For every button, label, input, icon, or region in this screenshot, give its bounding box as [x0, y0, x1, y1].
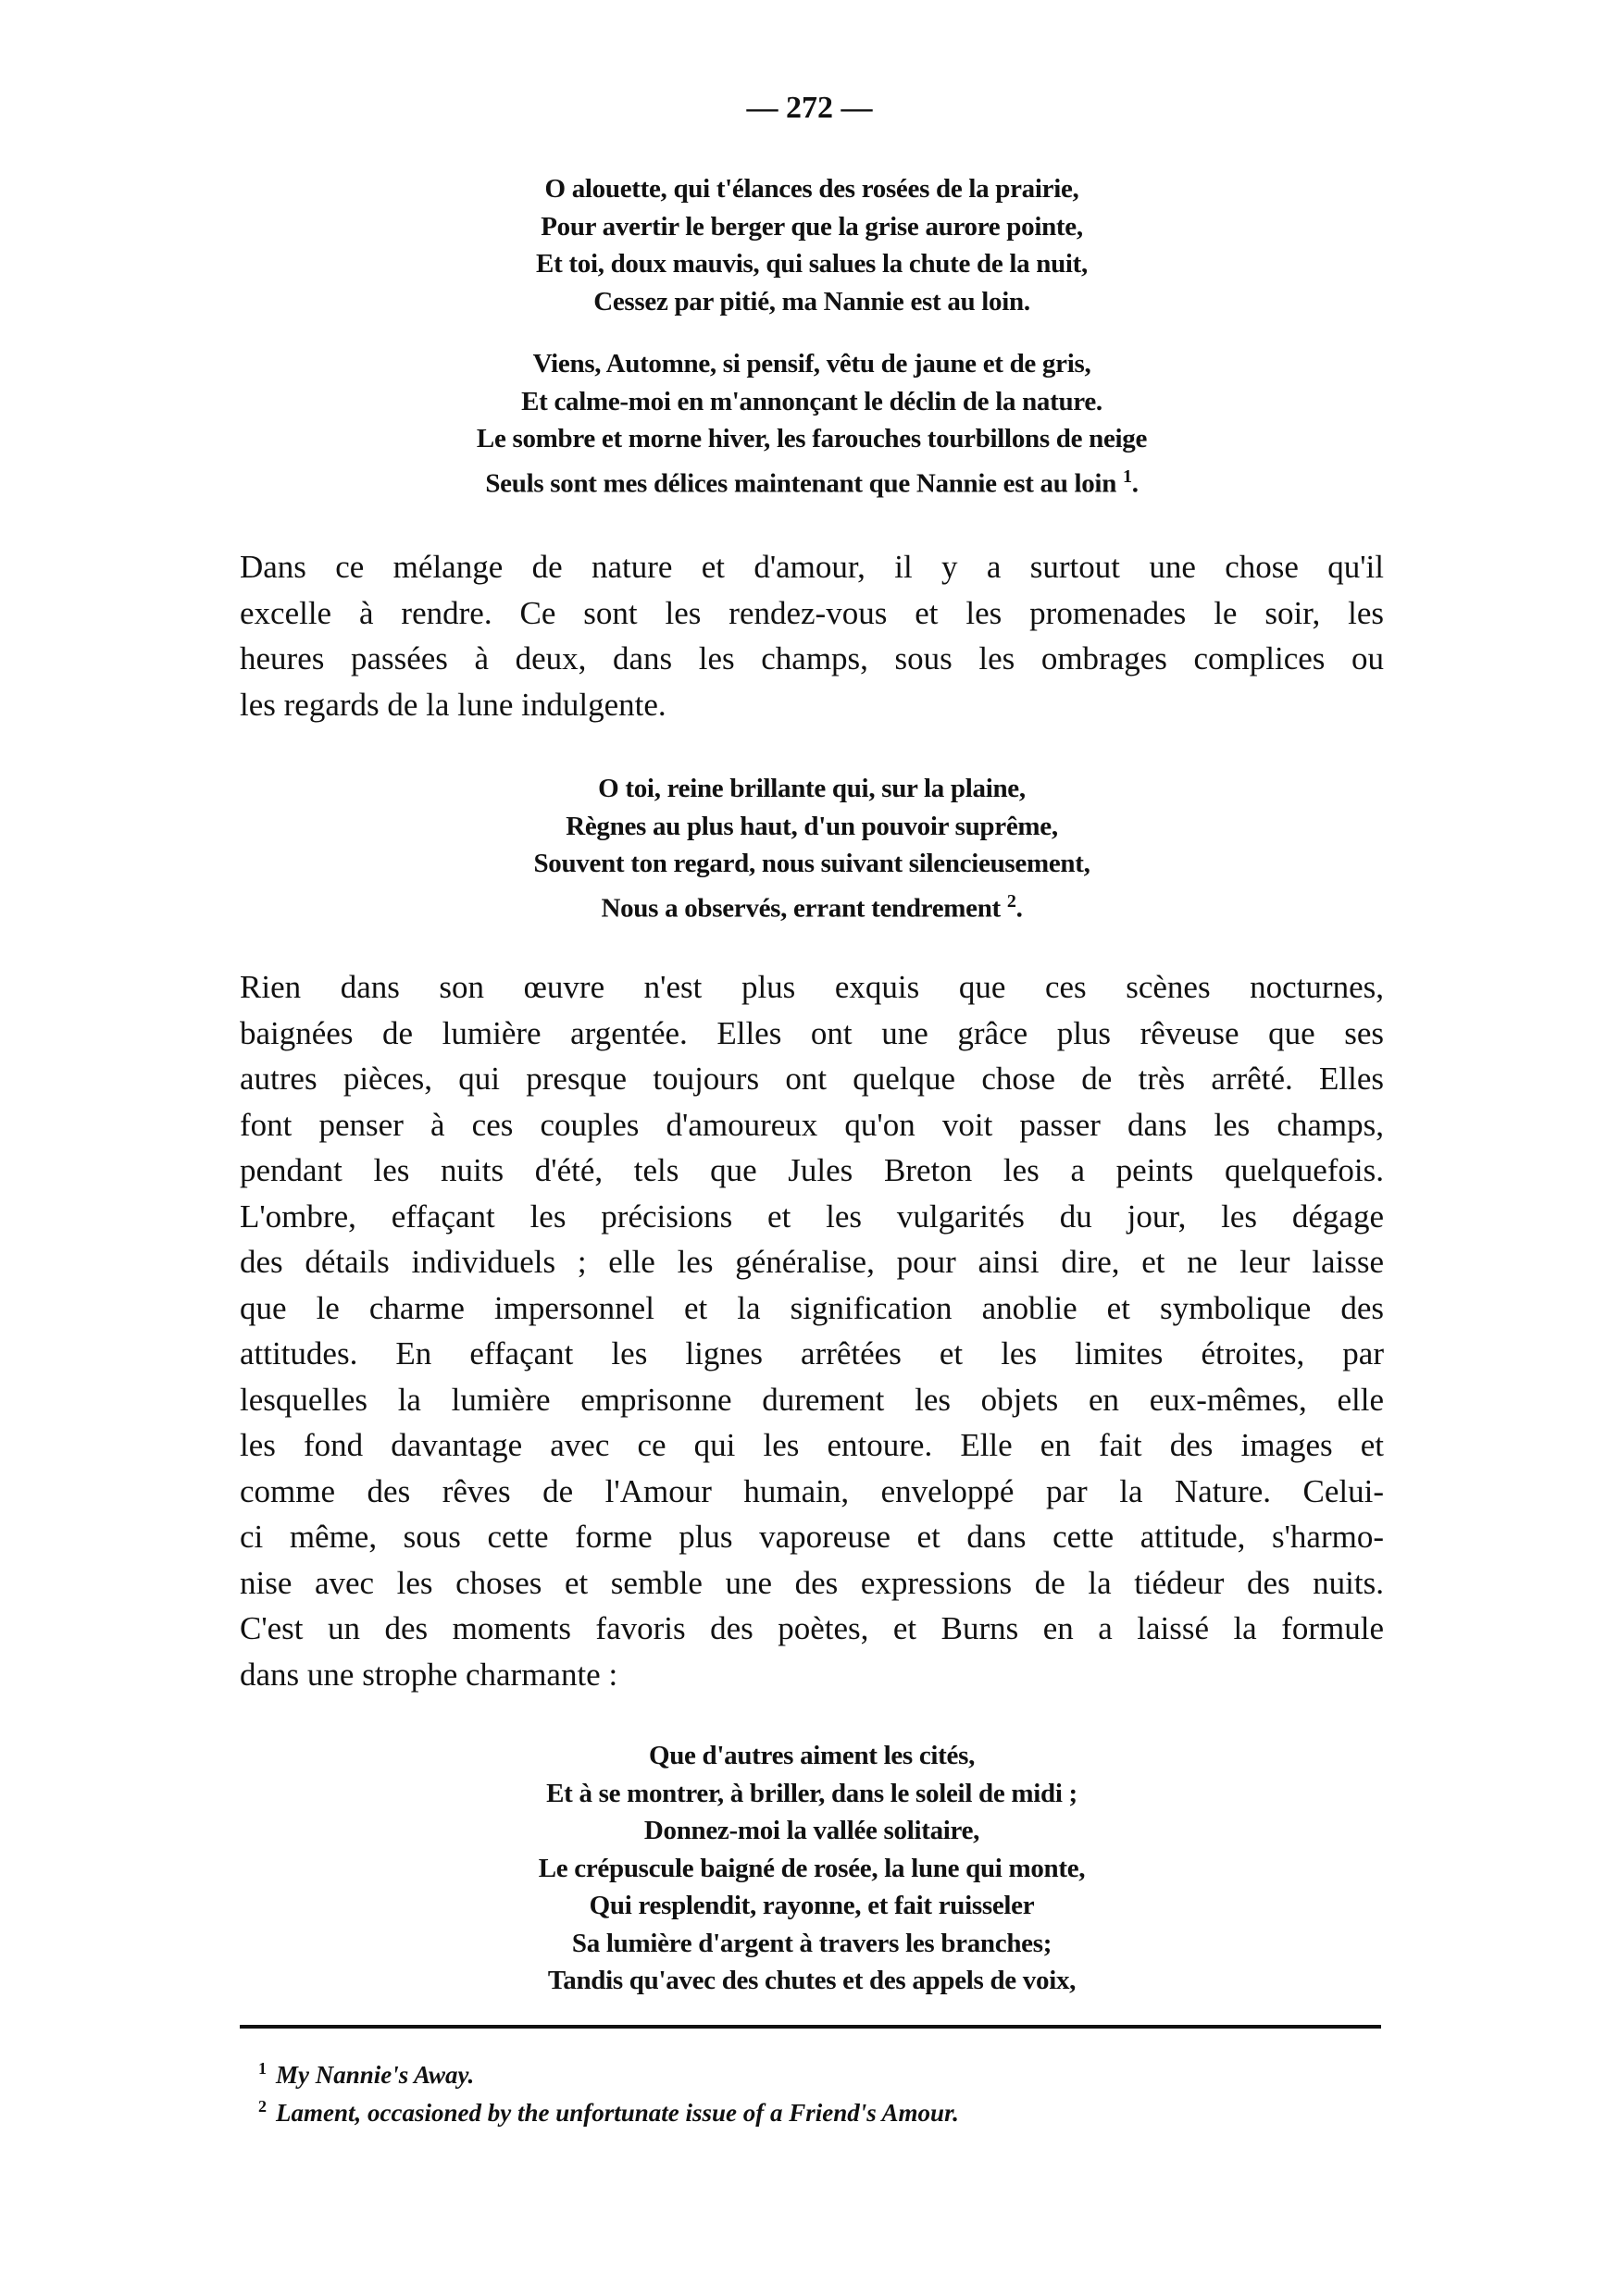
prose-line: attitudes. En effaçant les lignes arrêtées et les limites étroites, par — [240, 1335, 1384, 1371]
footnote-1: $^1$ My Nannie's Away. — [258, 2059, 475, 2089]
prose-line: C'est un des moments favoris des poètes, et Burns en a laissé la formule — [240, 1610, 1384, 1646]
stanza-1 — [240, 170, 1384, 320]
verse-line: O toi, reine brillante qui, sur la plaine, — [598, 774, 1026, 803]
verse-line: Cessez par pitié, ma Nannie est au loin. — [593, 286, 1030, 316]
verse-line: Que d'autres aiment les cités, — [648, 1741, 976, 1770]
prose-line: comme des rêves de l'Amour humain, enveloppé par la Nature. Celui- — [240, 1472, 1384, 1509]
verse-line: Viens, Automne, si pensif, vêtu de jaune et de gris, — [532, 349, 1091, 379]
prose-line: excelle à rendre. Ce sont les rendez-vous et les promenades le soir, les — [240, 594, 1384, 631]
paragraph-1 — [240, 544, 1384, 727]
prose-line: les fond davantage avec ce qui les entoure. Elle en fait des images et — [240, 1427, 1384, 1463]
poem-2 — [240, 770, 1384, 927]
prose-line: autres pièces, qui presque toujours ont quelque chose de très arrêté. Elles — [240, 1061, 1384, 1097]
prose-line: des détails individuels ; elle les généralise, pour ainsi dire, et ne leur laisse — [240, 1244, 1384, 1280]
prose-line: ci même, sous cette forme plus vaporeuse et dans cette attitude, s'harmo- — [240, 1519, 1384, 1555]
verse-line: Et toi, doux mauvis, qui salues la chute de la nuit, — [536, 249, 1088, 279]
verse-line: Et calme-moi en m'annonçant le déclin de la nature. — [521, 386, 1102, 416]
verse-line: Qui resplendit, rayonne, et fait ruisseler — [589, 1891, 1035, 1920]
prose-line: nise avec les choses et semble une des expressions de la tiédeur des nuits. — [240, 1564, 1384, 1601]
poem-3 — [240, 1737, 1384, 2000]
footnote-2: $^2$ Lament, occasioned by the unfortunate issue of a Friend's Amour. — [258, 2097, 959, 2127]
verse-line: Sa lumière d'argent à travers les branches; — [571, 1928, 1052, 1958]
prose-line: les regards de la lune indulgente. — [240, 686, 666, 723]
footnote-ref: 2 — [1006, 890, 1016, 912]
prose-line: Dans ce mélange de nature et d'amour, il y a surtout une chose qu'il — [240, 549, 1384, 585]
verse-line: Pour avertir le berger que la grise aurore pointe, — [541, 211, 1083, 242]
verse-line: Et à se montrer, à briller, dans le soleil de midi ; — [546, 1778, 1077, 1808]
prose-line: que le charme impersonnel et la signification anoblie et symbolique des — [240, 1289, 1384, 1326]
verse-line: Règnes au plus haut, d'un pouvoir suprême, — [566, 811, 1058, 841]
prose-line: baignées de lumière argentée. Elles ont une grâce plus rêveuse que ses — [240, 1014, 1384, 1051]
prose-line: heures passées à deux, dans les champs, sous les ombrages complices ou — [240, 640, 1384, 676]
prose-line: Rien dans son œuvre n'est plus exquis que ces scènes nocturnes, — [240, 969, 1384, 1005]
footnote-divider — [240, 2025, 1381, 2029]
verse-line: Nous a observés, errant tendrement $^2$. — [601, 890, 1023, 924]
prose-line: font penser à ces couples d'amoureux qu'on voit passer dans les champs, — [240, 1106, 1384, 1143]
footnote-ref: 1 — [1122, 465, 1132, 487]
verse-line: O alouette, qui t'élances des rosées de la prairie, — [544, 174, 1079, 204]
stanza-2 — [240, 345, 1384, 503]
verse-line: Le crépuscule baigné de rosée, la lune qui monte, — [538, 1853, 1086, 1883]
page-number: — 272 — — [746, 91, 873, 125]
verse-line: Souvent ton regard, nous suivant silencieusement, — [533, 849, 1090, 878]
prose-line: L'ombre, effaçant les précisions et les vulgarités du jour, les dégage — [240, 1198, 1384, 1235]
verse-line: Tandis qu'avec des chutes et des appels de voix, — [547, 1966, 1077, 1995]
verse-line: Donnez-moi la vallée solitaire, — [643, 1816, 980, 1845]
verse-line: Seuls sont mes délices maintenant que Nannie est au loin $^1$. — [485, 465, 1139, 499]
prose-line: lesquelles la lumière emprisonne durement les objets en eux-mêmes, elle — [240, 1381, 1384, 1418]
verse-line: Le sombre et morne hiver, les farouches tourbillons de neige — [476, 424, 1148, 453]
prose-line: dans une strophe charmante : — [240, 1656, 618, 1693]
paragraph-2 — [240, 964, 1384, 1697]
prose-line: pendant les nuits d'été, tels que Jules Breton les a peints quelquefois. — [240, 1152, 1384, 1188]
